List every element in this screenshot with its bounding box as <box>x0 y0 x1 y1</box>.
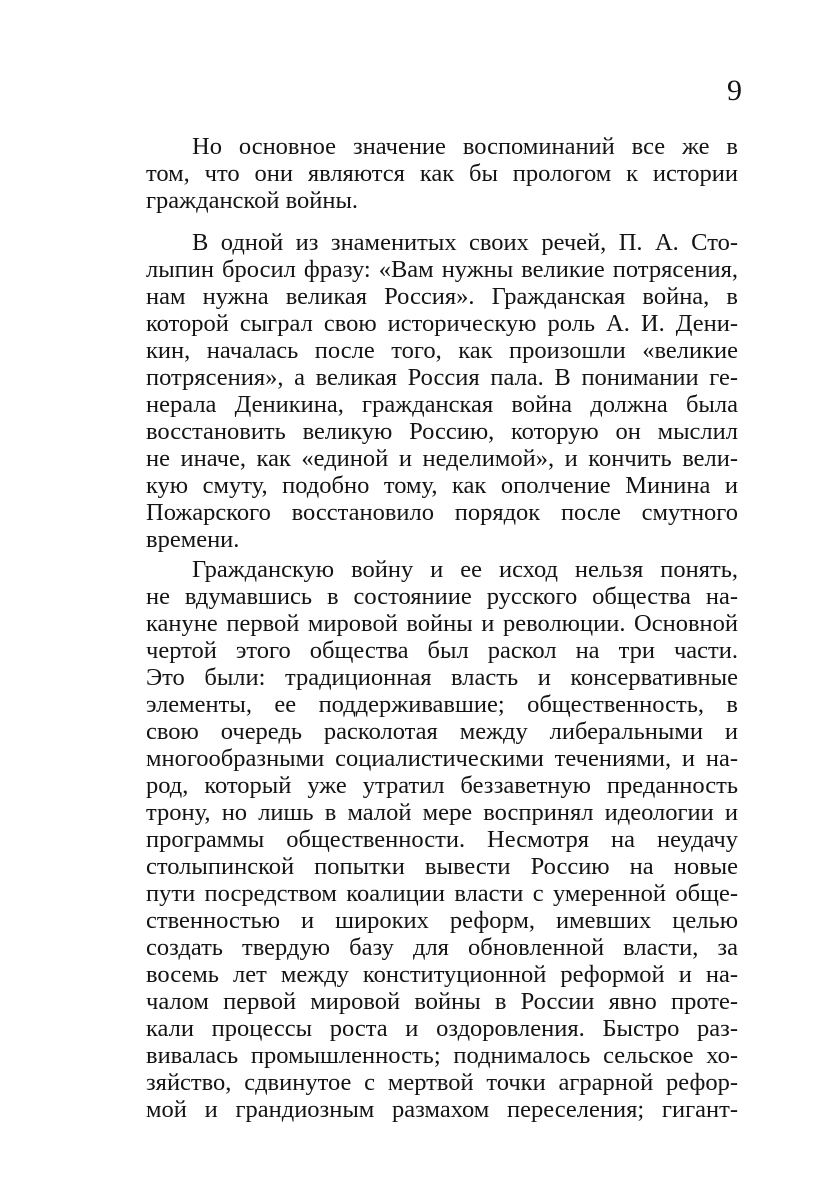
text-line: ственностью и широких реформ, имевших целью <box>146 907 738 934</box>
text-line: том, что они являются как бы прологом к истории <box>146 160 738 187</box>
paragraph-2 <box>146 229 738 553</box>
text-line: В одной из знаменитых своих речей, П. А. Сто- <box>192 229 738 256</box>
text-line: столыпинской попытки вывести Россию на новые <box>146 853 738 880</box>
text-line: чертой этого общества был раскол на три части. <box>146 637 738 664</box>
text-line: элементы, ее поддерживавшие; общественность, в <box>146 691 738 718</box>
text-line: потрясения», а великая Россия пала. В понимании ге- <box>146 364 738 391</box>
text-line: восемь лет между конституционной реформой и на- <box>146 961 738 988</box>
text-line: кали процессы роста и оздоровления. Быстро раз- <box>146 1015 738 1042</box>
text-line: пути посредством коалиции власти с умеренной обще- <box>146 880 738 907</box>
text-line: создать твердую базу для обновленной власти, за <box>146 934 738 961</box>
text-line: кую смуту, подобно тому, как ополчение Минина и <box>146 472 738 499</box>
text-line: Это были: традиционная власть и консервативные <box>146 664 738 691</box>
text-line: мой и грандиозным размахом переселения; гигант- <box>146 1096 738 1123</box>
text-line: вивалась промышленность; поднималось сельское хо- <box>146 1042 738 1069</box>
text-line: род, который уже утратил беззаветную преданность <box>146 772 738 799</box>
text-line: кин, началась после того, как произошли «великие <box>146 337 738 364</box>
text-line: нерала Деникина, гражданская война должна была <box>146 391 738 418</box>
text-line: Пожарского восстановило порядок после смутного <box>146 499 738 526</box>
text-line: нам нужна великая Россия». Гражданская война, в <box>146 283 738 310</box>
text-line: гражданской войны. <box>146 187 359 214</box>
paragraph-3 <box>146 556 738 1123</box>
text-line: многообразными социалистическими течениями, и на- <box>146 745 738 772</box>
text-line: времени. <box>146 526 240 553</box>
text-line: лыпин бросил фразу: «Вам нужны великие потрясения, <box>146 256 738 283</box>
text-line: Гражданскую войну и ее исход нельзя понять, <box>192 556 738 583</box>
text-line: программы общественности. Несмотря на неудачу <box>146 826 738 853</box>
page-number: 9 <box>727 74 742 107</box>
text-line: чалом первой мировой войны в России явно проте- <box>146 988 738 1015</box>
text-line: трону, но лишь в малой мере воспринял идеологии и <box>146 799 738 826</box>
text-line: не вдумавшись в состояниие русского общества на- <box>146 583 738 610</box>
text-line: которой сыграл свою историческую роль А. И. Дени- <box>146 310 738 337</box>
text-line: кануне первой мировой войны и революции. Основной <box>146 610 738 637</box>
paragraph-1 <box>146 133 738 214</box>
text-line: Но основное значение воспоминаний все же в <box>192 133 738 160</box>
text-line: зяйство, сдвинутое с мертвой точки аграрной рефор- <box>146 1069 738 1096</box>
text-line: не иначе, как «единой и неделимой», и кончить вели- <box>146 445 738 472</box>
text-line: свою очередь расколотая между либеральными и <box>146 718 738 745</box>
text-line: восстановить великую Россию, которую он мыслил <box>146 418 738 445</box>
